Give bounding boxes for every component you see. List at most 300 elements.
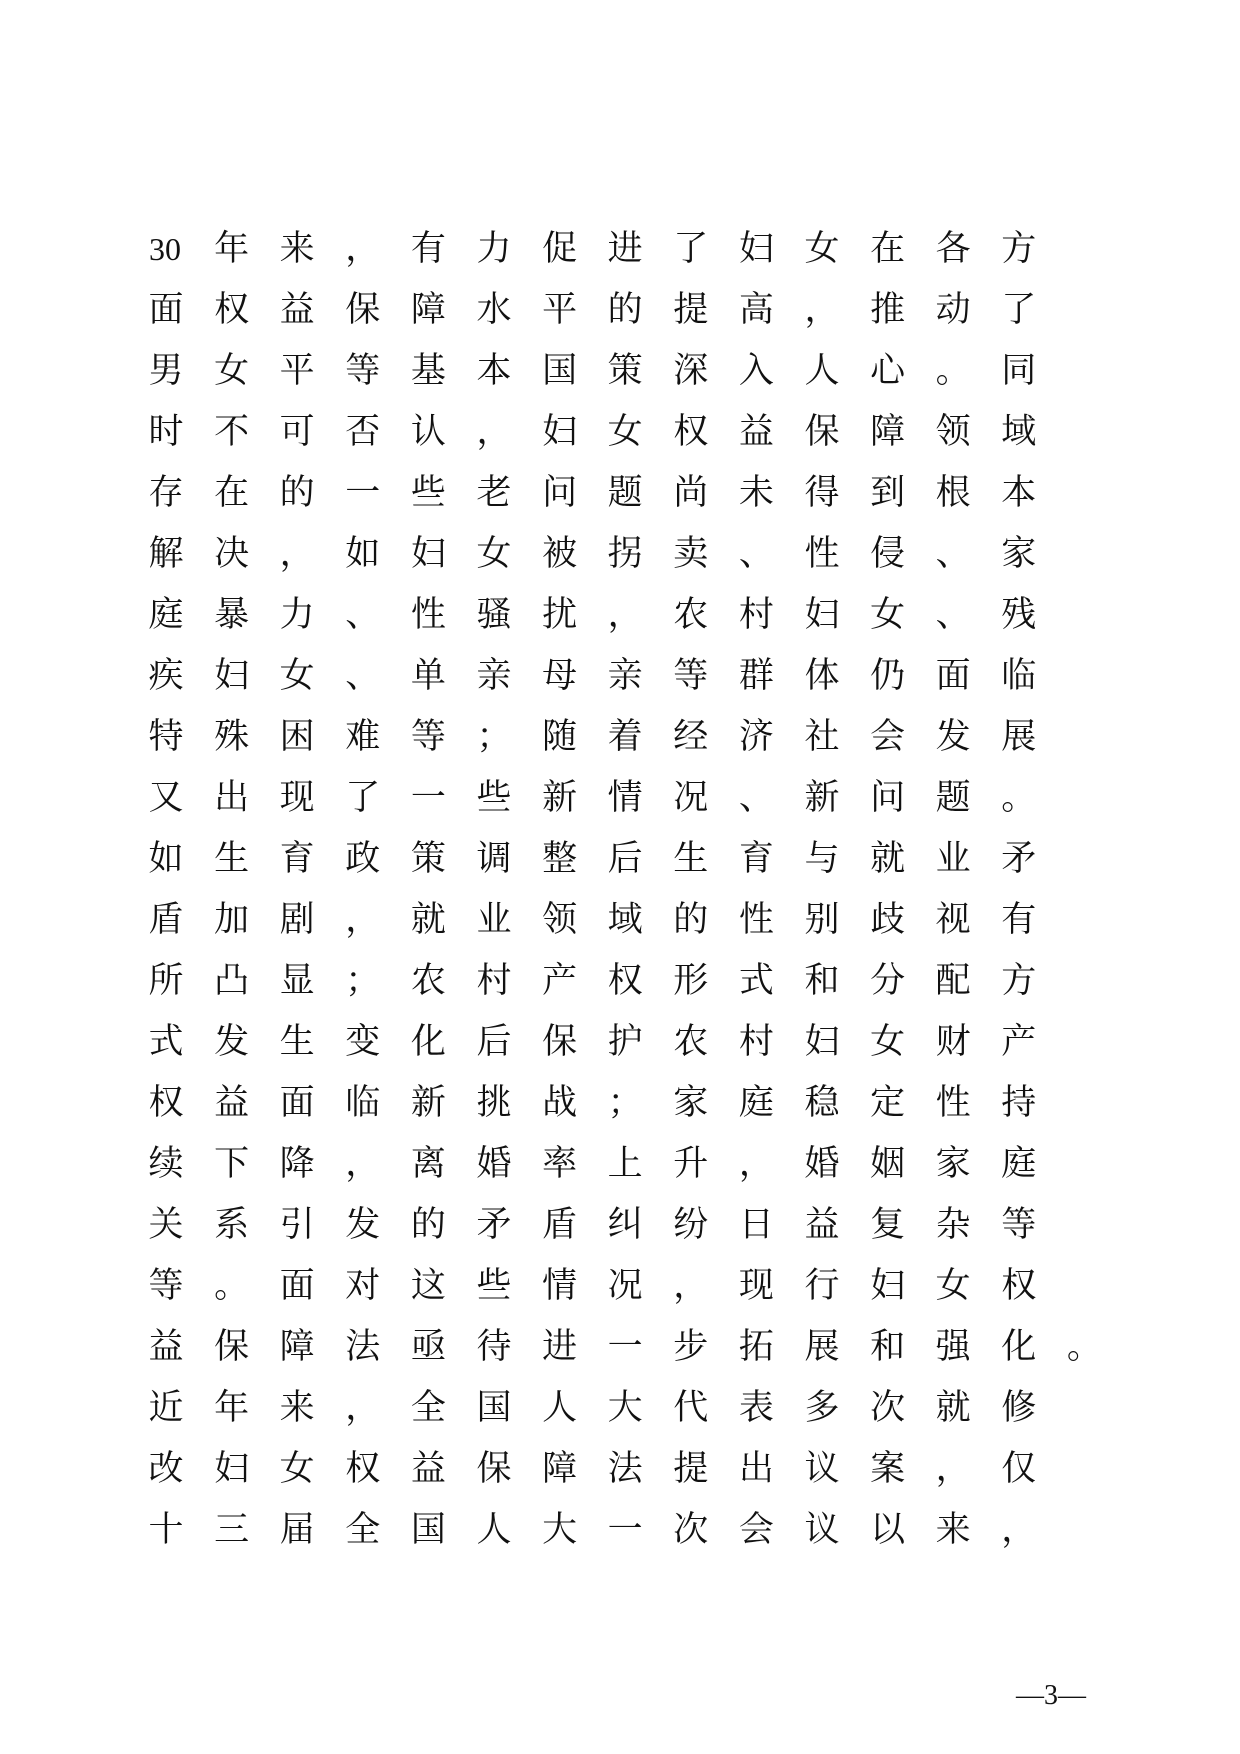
text-char: 仍 xyxy=(870,656,906,696)
text-char: 式 xyxy=(148,1022,184,1062)
text-char: 护 xyxy=(607,1022,643,1062)
text-char: 问 xyxy=(542,473,578,513)
text-char: 庭 xyxy=(1001,1144,1037,1184)
text-char: 领 xyxy=(542,900,578,940)
text-char: 生 xyxy=(673,839,709,879)
text-char: 妇 xyxy=(738,229,774,269)
text-char: 所 xyxy=(148,961,184,1001)
text-char: 一 xyxy=(607,1327,643,1367)
text-char: 歧 xyxy=(870,900,906,940)
text-char: 全 xyxy=(410,1388,446,1428)
text-char: 着 xyxy=(607,717,643,757)
text-char: 案 xyxy=(870,1449,906,1489)
text-char: 关 xyxy=(148,1205,184,1245)
text-char: 策 xyxy=(410,839,446,879)
text-char: 权 xyxy=(1001,1266,1037,1306)
text-char: 面 xyxy=(279,1083,315,1123)
text-char: 家 xyxy=(673,1083,709,1123)
text-line xyxy=(148,1139,1166,1200)
text-char: 题 xyxy=(935,778,971,818)
text-char: 发 xyxy=(214,1022,250,1062)
text-char: 障 xyxy=(410,290,446,330)
text-char: 、 xyxy=(345,656,381,696)
text-char: 益 xyxy=(214,1083,250,1123)
text-char: 人 xyxy=(804,351,840,391)
text-char: 式 xyxy=(738,961,774,1001)
text-char: 盾 xyxy=(148,900,184,940)
text-char: 就 xyxy=(410,900,446,940)
text-char: 女 xyxy=(870,1022,906,1062)
text-line xyxy=(148,1444,1166,1505)
text-char: 。 xyxy=(214,1266,250,1306)
text-char: 改 xyxy=(148,1449,184,1489)
text-char: 情 xyxy=(607,778,643,818)
text-char: 别 xyxy=(804,900,840,940)
text-char: 农 xyxy=(410,961,446,1001)
text-char: 临 xyxy=(345,1083,381,1123)
text-line xyxy=(148,773,1166,834)
text-char: 等 xyxy=(1001,1205,1037,1245)
text-char: 大 xyxy=(542,1510,578,1550)
text-char: 发 xyxy=(935,717,971,757)
text-char: 平 xyxy=(279,351,315,391)
text-line xyxy=(148,1383,1166,1444)
text-char: 在 xyxy=(214,473,250,513)
text-char: 这 xyxy=(410,1266,446,1306)
text-char: 得 xyxy=(804,473,840,513)
text-line xyxy=(148,1017,1166,1078)
text-char: 一 xyxy=(410,778,446,818)
text-char: 妇 xyxy=(214,656,250,696)
text-char: 形 xyxy=(673,961,709,1001)
text-char: 进 xyxy=(607,229,643,269)
text-char: 深 xyxy=(673,351,709,391)
text-char: 男 xyxy=(148,351,184,391)
text-line xyxy=(148,529,1166,590)
text-char: 村 xyxy=(738,595,774,635)
text-char: 性 xyxy=(804,534,840,574)
text-char: 困 xyxy=(279,717,315,757)
text-char: 表 xyxy=(738,1388,774,1428)
text-char: 农 xyxy=(673,1022,709,1062)
text-line xyxy=(148,407,1166,468)
text-char: 村 xyxy=(476,961,512,1001)
text-char: 一 xyxy=(345,473,381,513)
text-char: 性 xyxy=(410,595,446,635)
text-char: 纠 xyxy=(607,1205,643,1245)
text-char: 女 xyxy=(935,1266,971,1306)
text-char: 的 xyxy=(607,290,643,330)
text-char: 步 xyxy=(673,1327,709,1367)
text-char: 领 xyxy=(935,412,971,452)
text-char: 庭 xyxy=(738,1083,774,1123)
text-char: 盾 xyxy=(542,1205,578,1245)
text-char: 。 xyxy=(1001,778,1037,818)
text-char: 系 xyxy=(214,1205,250,1245)
text-char: 女 xyxy=(607,412,643,452)
text-char: 济 xyxy=(738,717,774,757)
text-char: 存 xyxy=(148,473,184,513)
text-char: 推 xyxy=(870,290,906,330)
text-char: 修 xyxy=(1001,1388,1037,1428)
text-line xyxy=(148,956,1166,1017)
page-number: —3— xyxy=(1016,1680,1086,1711)
text-char: 权 xyxy=(345,1449,381,1489)
text-char: 化 xyxy=(1001,1327,1037,1367)
text-char: 对 xyxy=(345,1266,381,1306)
text-char: 益 xyxy=(804,1205,840,1245)
text-char: 多 xyxy=(804,1388,840,1428)
text-char: ， xyxy=(279,534,315,574)
text-char: 妇 xyxy=(410,534,446,574)
text-char: 的 xyxy=(673,900,709,940)
text-char: 障 xyxy=(542,1449,578,1489)
text-char: 随 xyxy=(542,717,578,757)
text-char: 会 xyxy=(738,1510,774,1550)
text-char: 方 xyxy=(1001,229,1037,269)
text-char: 矛 xyxy=(476,1205,512,1245)
text-char: 届 xyxy=(279,1510,315,1550)
text-char: 、 xyxy=(935,534,971,574)
text-char: 法 xyxy=(607,1449,643,1489)
text-char: 性 xyxy=(935,1083,971,1123)
text-char: 业 xyxy=(935,839,971,879)
text-char: 进 xyxy=(542,1327,578,1367)
text-char: 有 xyxy=(410,229,446,269)
text-char: 农 xyxy=(673,595,709,635)
text-char: 会 xyxy=(870,717,906,757)
text-char: ， xyxy=(345,1144,381,1184)
text-char: 法 xyxy=(345,1327,381,1367)
text-line xyxy=(148,1261,1166,1322)
text-line xyxy=(148,285,1166,346)
text-char: 不 xyxy=(214,412,250,452)
text-char: 拓 xyxy=(738,1327,774,1367)
text-char: 待 xyxy=(476,1327,512,1367)
text-char: 老 xyxy=(476,473,512,513)
text-char: 情 xyxy=(542,1266,578,1306)
text-char: 亲 xyxy=(476,656,512,696)
text-char: 提 xyxy=(673,290,709,330)
text-char: 纷 xyxy=(673,1205,709,1245)
text-char: ； xyxy=(476,717,512,757)
text-char: 益 xyxy=(148,1327,184,1367)
text-char: 益 xyxy=(738,412,774,452)
text-char: 各 xyxy=(935,229,971,269)
text-char: 扰 xyxy=(542,595,578,635)
text-char: 整 xyxy=(542,839,578,879)
text-char: 、 xyxy=(738,534,774,574)
text-char: 加 xyxy=(214,900,250,940)
text-char: 女 xyxy=(214,351,250,391)
text-char: 就 xyxy=(935,1388,971,1428)
text-char: 保 xyxy=(345,290,381,330)
text-char: 残 xyxy=(1001,595,1037,635)
text-char: 了 xyxy=(1001,290,1037,330)
text-char: 30 xyxy=(149,231,181,267)
text-char: 等 xyxy=(410,717,446,757)
text-char: 近 xyxy=(148,1388,184,1428)
text-char: ， xyxy=(345,229,381,269)
text-char: 问 xyxy=(870,778,906,818)
text-char: 否 xyxy=(345,412,381,452)
text-char: 育 xyxy=(738,839,774,879)
text-char: 全 xyxy=(345,1510,381,1550)
text-char: 来 xyxy=(935,1510,971,1550)
text-char: 了 xyxy=(345,778,381,818)
text-char: 女 xyxy=(870,595,906,635)
text-char: 提 xyxy=(673,1449,709,1489)
text-char: 面 xyxy=(148,290,184,330)
text-char: 后 xyxy=(607,839,643,879)
text-char: 骚 xyxy=(476,595,512,635)
text-line xyxy=(148,468,1166,529)
text-char: 人 xyxy=(542,1388,578,1428)
text-char: 方 xyxy=(1001,961,1037,1001)
text-char: 调 xyxy=(476,839,512,879)
text-line xyxy=(148,590,1166,651)
text-line xyxy=(148,346,1166,407)
text-char: 战 xyxy=(542,1083,578,1123)
text-char: 大 xyxy=(607,1388,643,1428)
text-char: 出 xyxy=(738,1449,774,1489)
text-char: 展 xyxy=(804,1327,840,1367)
text-char: ， xyxy=(935,1449,971,1489)
text-char: 域 xyxy=(607,900,643,940)
text-char: 姻 xyxy=(870,1144,906,1184)
text-char: 女 xyxy=(804,229,840,269)
text-char: 后 xyxy=(476,1022,512,1062)
text-char: ， xyxy=(607,595,643,635)
text-line xyxy=(149,224,1166,285)
body-text xyxy=(148,224,1166,1566)
text-char: 动 xyxy=(935,290,971,330)
text-char: 村 xyxy=(738,1022,774,1062)
text-char: 性 xyxy=(738,900,774,940)
text-char: 疾 xyxy=(148,656,184,696)
text-char: 面 xyxy=(935,656,971,696)
text-char: 女 xyxy=(279,1449,315,1489)
text-char: 复 xyxy=(870,1205,906,1245)
text-char: 些 xyxy=(476,778,512,818)
text-char: 有 xyxy=(1001,900,1037,940)
text-char: 暴 xyxy=(214,595,250,635)
text-char: 策 xyxy=(607,351,643,391)
text-char: 女 xyxy=(279,656,315,696)
text-line xyxy=(148,1200,1166,1261)
text-char: ， xyxy=(345,900,381,940)
text-char: 行 xyxy=(804,1266,840,1306)
text-char: 业 xyxy=(476,900,512,940)
text-char: 时 xyxy=(148,412,184,452)
text-char: 如 xyxy=(148,839,184,879)
text-char: 等 xyxy=(148,1266,184,1306)
text-char: 单 xyxy=(410,656,446,696)
text-char: 保 xyxy=(542,1022,578,1062)
text-char: 的 xyxy=(279,473,315,513)
text-char: 产 xyxy=(542,961,578,1001)
text-char: 生 xyxy=(279,1022,315,1062)
text-char: 平 xyxy=(542,290,578,330)
text-char: 国 xyxy=(542,351,578,391)
text-char: 保 xyxy=(214,1327,250,1367)
text-char: 降 xyxy=(279,1144,315,1184)
text-char: 庭 xyxy=(148,595,184,635)
text-char: 拐 xyxy=(607,534,643,574)
text-char: ， xyxy=(673,1266,709,1306)
text-char: 侵 xyxy=(870,534,906,574)
text-line xyxy=(148,712,1166,773)
text-char: 年 xyxy=(214,1388,250,1428)
text-char: 仅 xyxy=(1001,1449,1037,1489)
text-char: ， xyxy=(476,412,512,452)
text-char: 等 xyxy=(673,656,709,696)
text-char: 权 xyxy=(214,290,250,330)
text-char: 上 xyxy=(607,1144,643,1184)
text-char: 些 xyxy=(476,1266,512,1306)
text-char: 权 xyxy=(607,961,643,1001)
text-char: 次 xyxy=(870,1388,906,1428)
text-char: ； xyxy=(607,1083,643,1123)
text-char: 稳 xyxy=(804,1083,840,1123)
text-char: 益 xyxy=(410,1449,446,1489)
text-char: 展 xyxy=(1001,717,1037,757)
text-char: 尚 xyxy=(673,473,709,513)
text-char: 议 xyxy=(804,1510,840,1550)
text-char: 产 xyxy=(1001,1022,1037,1062)
text-line xyxy=(148,1505,1166,1566)
text-char: 十 xyxy=(148,1510,184,1550)
text-char: 化 xyxy=(410,1022,446,1062)
text-char: 。 xyxy=(935,351,971,391)
text-char: 况 xyxy=(607,1266,643,1306)
text-char: 日 xyxy=(738,1205,774,1245)
text-line xyxy=(148,651,1166,712)
text-char: 财 xyxy=(935,1022,971,1062)
text-char: 政 xyxy=(345,839,381,879)
text-char: 促 xyxy=(542,229,578,269)
text-line xyxy=(148,1078,1166,1139)
text-char: 新 xyxy=(410,1083,446,1123)
text-char: 现 xyxy=(738,1266,774,1306)
text-char: ， xyxy=(345,1388,381,1428)
text-char: 人 xyxy=(476,1510,512,1550)
text-char: 。 xyxy=(1066,1327,1102,1367)
text-char: 剧 xyxy=(279,900,315,940)
text-char: 三 xyxy=(214,1510,250,1550)
text-char: 女 xyxy=(476,534,512,574)
text-char: 矛 xyxy=(1001,839,1037,879)
text-char: 些 xyxy=(410,473,446,513)
text-char: 如 xyxy=(345,534,381,574)
text-char: 基 xyxy=(410,351,446,391)
text-char: 妇 xyxy=(804,1022,840,1062)
text-char: 发 xyxy=(345,1205,381,1245)
text-char: 来 xyxy=(279,229,315,269)
text-char: 国 xyxy=(410,1510,446,1550)
text-char: 域 xyxy=(1001,412,1037,452)
text-char: 障 xyxy=(279,1327,315,1367)
text-char: 题 xyxy=(607,473,643,513)
text-char: 升 xyxy=(673,1144,709,1184)
text-char: 保 xyxy=(804,412,840,452)
text-char: 水 xyxy=(476,290,512,330)
text-char: 年 xyxy=(214,229,250,269)
text-char: 以 xyxy=(870,1510,906,1550)
text-char: 同 xyxy=(1001,351,1037,391)
text-char: 的 xyxy=(410,1205,446,1245)
text-char: 保 xyxy=(476,1449,512,1489)
text-char: 到 xyxy=(870,473,906,513)
text-char: 次 xyxy=(673,1510,709,1550)
text-char: 挑 xyxy=(476,1083,512,1123)
text-char: 认 xyxy=(410,412,446,452)
text-char: 本 xyxy=(1001,473,1037,513)
text-char: 入 xyxy=(738,351,774,391)
text-char: 和 xyxy=(804,961,840,1001)
text-char: 亲 xyxy=(607,656,643,696)
text-char: 心 xyxy=(870,351,906,391)
text-char: 下 xyxy=(214,1144,250,1184)
text-char: 率 xyxy=(542,1144,578,1184)
text-char: 难 xyxy=(345,717,381,757)
text-char: 定 xyxy=(870,1083,906,1123)
text-char: 被 xyxy=(542,534,578,574)
text-char: 分 xyxy=(870,961,906,1001)
text-char: 就 xyxy=(870,839,906,879)
text-char: 临 xyxy=(1001,656,1037,696)
text-char: 障 xyxy=(870,412,906,452)
text-char: 出 xyxy=(214,778,250,818)
text-char: 高 xyxy=(738,290,774,330)
text-char: 来 xyxy=(279,1388,315,1428)
text-char: 卖 xyxy=(673,534,709,574)
text-char: 现 xyxy=(279,778,315,818)
text-char: 可 xyxy=(279,412,315,452)
text-char: 母 xyxy=(542,656,578,696)
text-char: 权 xyxy=(673,412,709,452)
text-char: 了 xyxy=(673,229,709,269)
text-char: 况 xyxy=(673,778,709,818)
text-char: 群 xyxy=(738,656,774,696)
text-char: 国 xyxy=(476,1388,512,1428)
text-char: 家 xyxy=(935,1144,971,1184)
text-char: 根 xyxy=(935,473,971,513)
text-char: 本 xyxy=(476,351,512,391)
text-char: 力 xyxy=(476,229,512,269)
text-char: 妇 xyxy=(214,1449,250,1489)
text-char: 生 xyxy=(214,839,250,879)
text-char: 与 xyxy=(804,839,840,879)
text-line xyxy=(148,1322,1166,1383)
text-char: 新 xyxy=(542,778,578,818)
text-char: 妇 xyxy=(870,1266,906,1306)
text-char: 面 xyxy=(279,1266,315,1306)
text-char: ， xyxy=(1001,1510,1037,1550)
text-line xyxy=(148,895,1166,956)
text-char: 在 xyxy=(870,229,906,269)
text-char: 权 xyxy=(148,1083,184,1123)
text-char: 配 xyxy=(935,961,971,1001)
text-char: 杂 xyxy=(935,1205,971,1245)
text-char: 引 xyxy=(279,1205,315,1245)
text-char: 育 xyxy=(279,839,315,879)
text-line xyxy=(148,834,1166,895)
text-char: ， xyxy=(738,1144,774,1184)
text-char: 续 xyxy=(148,1144,184,1184)
text-char: 凸 xyxy=(214,961,250,1001)
text-char: 等 xyxy=(345,351,381,391)
